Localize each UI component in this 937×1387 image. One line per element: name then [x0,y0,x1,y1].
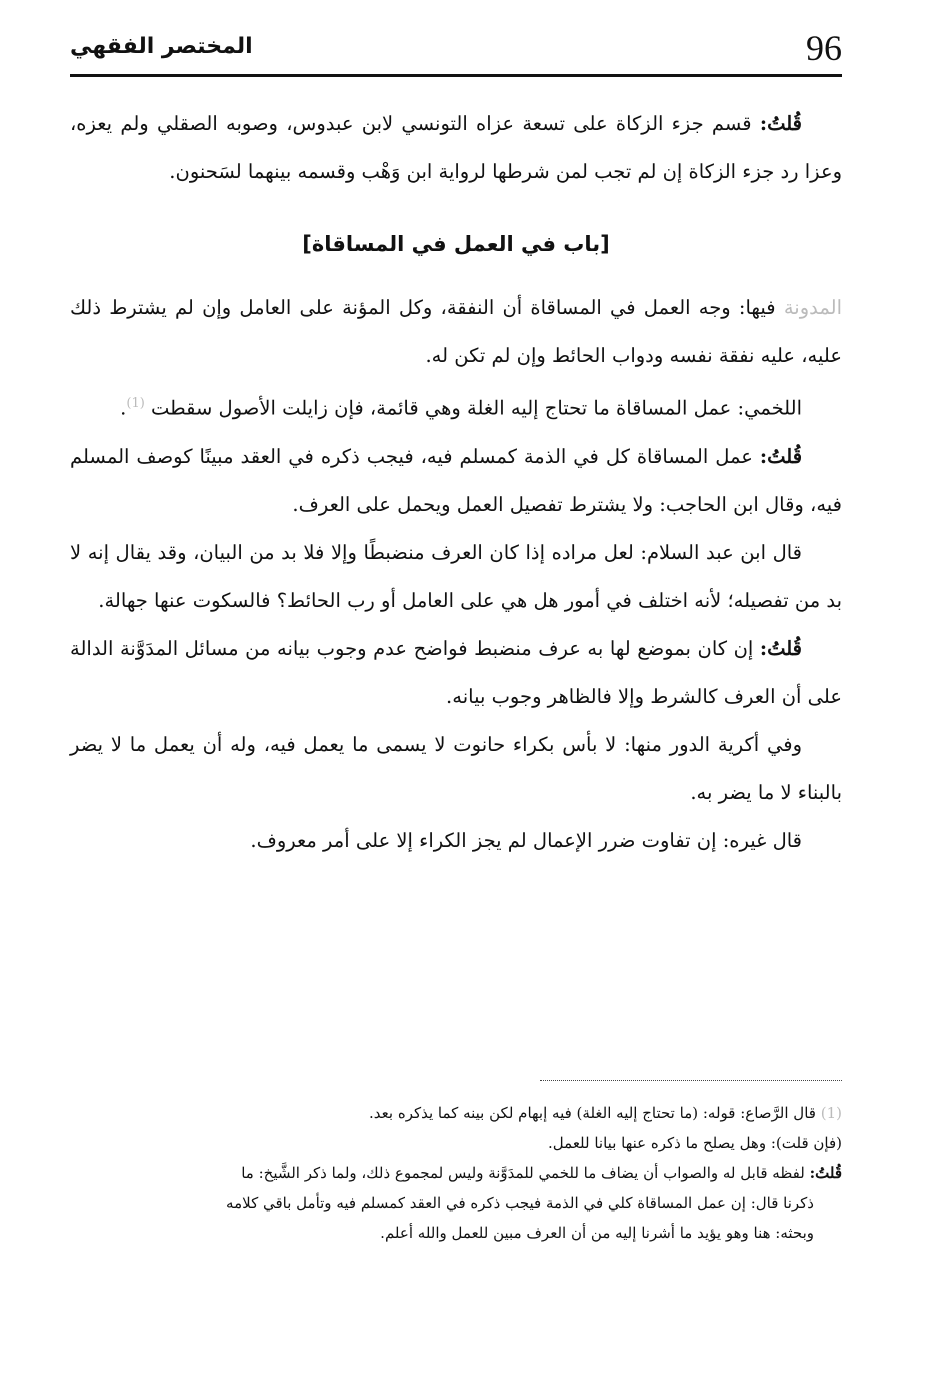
paragraph [70,625,842,721]
footnote-lead: قُلتُ: [809,1164,842,1182]
footnote-text: لفظه قابل له والصواب أن يضاف ما للخمي للمدَوَّنة وليس لمجموع ذلك، ولما ذكر الشَّيخ: ما [241,1164,805,1182]
footnote-continuation [70,1188,842,1218]
paragraph [70,100,842,196]
page-header [70,28,842,77]
page-number: 96 [806,28,842,68]
paragraph-text: وفي أكرية الدور منها: لا بأس بكراء حانوت لا يسمى ما يعمل فيه، وله أن يعمل ما لا يضر بالبناء لا ما يضر به. [70,732,842,804]
paragraph-text: اللخمي: عمل المساقاة ما تحتاج إليه الغلة وهي قائمة، فإن زايلت الأصول سقطت [151,396,802,420]
footnote [70,1158,842,1188]
paragraph [70,284,842,380]
paragraph-lead: قُلتُ: [759,636,802,660]
footnote-text: ذكرنا قال: إن عمل المساقاة كلي في الذمة فيجب ذكره في العقد كمسلم فيه وتأمل باقي كلامه [226,1194,814,1212]
faded-word: المدونة [783,296,842,319]
footnote [70,1128,842,1158]
paragraph-text: عمل المساقاة كل في الذمة كمسلم فيه، فيجب ذكره في العقد مبينًا كوصف المسلم فيه، وقال ابن الحاجب: ولا يشترط تفصيل العمل ويحمل على العرف. [70,444,842,516]
paragraph-text: قال ابن عبد السلام: لعل مراده إذا كان العرف منضبطًا وإلا فلا بد من البيان، وقد يقال إنه لا بد من تفصيله؛ لأنه اختلف في أمور هل هي على العامل أو رب الحائط؟ فالسكوت عنها جهالة. [70,540,842,612]
paragraph-text: فيها: وجه العمل في المساقاة أن النفقة، وكل المؤنة على العامل وإن لم يشترط ذلك عليه، عليه نفقة نفسه ودواب الحائط وإن لم تكن له. [70,296,842,367]
paragraph-lead: قُلتُ: [759,444,803,468]
paragraph [70,721,842,817]
paragraph [70,817,842,865]
footnote-text: قال الرَّصاع: قوله: (ما تحتاج إليه الغلة) فيه إبهام لكن بينه كما يذكره بعد. [369,1104,816,1122]
footnote-continuation [70,1218,842,1248]
paragraph [70,529,842,625]
footnote-reference: (1) [126,396,145,411]
main-text [70,100,842,865]
paragraph-text: إن كان بموضع لها به عرف منضبط فواضح عدم وجوب بيانه من مسائل المدَوَّنة الدالة على أن العرف كالشرط وإلا فالظاهر وجوب بيانه. [70,636,842,708]
footnote-separator [540,1080,842,1081]
footnote-text: (فإن قلت): وهل يصلح ما ذكره عنها بيانا للعمل. [548,1134,842,1152]
footnotes [70,1098,842,1248]
paragraph-lead: قُلتُ: [759,112,802,135]
footnote-number: (1) [820,1104,842,1122]
paragraph-text: قسم جزء الزكاة على تسعة عزاه التونسي لابن عبدوس، وصوبه الصقلي ولم يعزه، وعزا رد جزء الزكاة إن لم تجب لمن شرطها لرواية ابن وَهْب وقسمه بينهما لسَحنون. [70,112,842,183]
paragraph: اللخمي: عمل المساقاة ما تحتاج إليه الغلة وهي قائمة، فإن زايلت الأصول سقطت $^{(1)}$. [120,396,802,420]
footnote-text: وبحثه: هنا وهو يؤيد ما أشرنا إليه من أن العرف مبين للعمل والله أعلم. [380,1224,814,1242]
book-title: المختصر الفقهي [70,34,253,59]
paragraph-text: قال غيره: إن تفاوت ضرر الإعمال لم يجز الكراء إلا على أمر معروف. [250,828,802,852]
footnote [70,1098,842,1128]
paragraph [70,433,842,529]
section-heading: [باب في العمل في المساقاة] [302,232,610,256]
